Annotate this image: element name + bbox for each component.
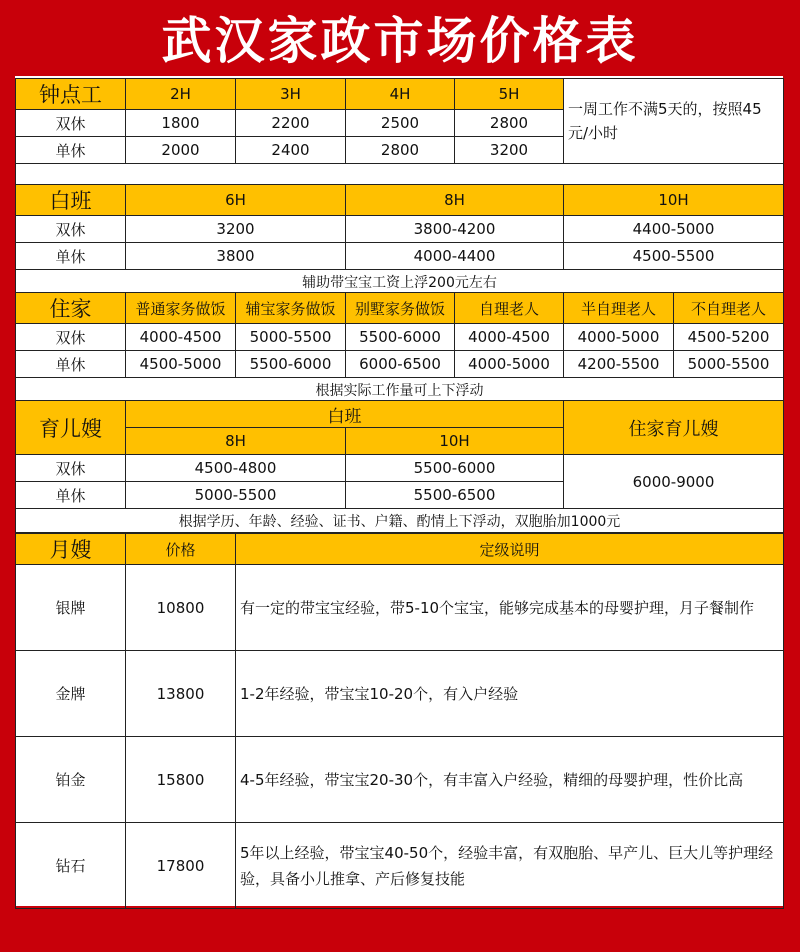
nanny-col-8h: 8H	[126, 428, 346, 455]
nanny-col-10h: 10H	[346, 428, 564, 455]
hourly-col-3h: 3H	[236, 79, 346, 110]
table-cell: 5500-6000	[236, 351, 346, 378]
table-cell: 1800	[126, 110, 236, 137]
table-cell: 5年以上经验，带宝宝40-50个，经验丰富，有双胞胎、早产儿、巨大儿等护理经验，具备小儿推拿、产后修复技能	[236, 823, 784, 909]
live-in-note: 根据实际工作量可上下浮动	[16, 378, 784, 402]
table-cell: 4000-5000	[564, 324, 674, 351]
table-cell: 4000-5000	[455, 351, 564, 378]
table-cell: 6000-6500	[346, 351, 455, 378]
table-cell: 2200	[236, 110, 346, 137]
hourly-col-2h: 2H	[126, 79, 236, 110]
row-label: 单休	[16, 137, 126, 164]
table-cell: 10800	[126, 565, 236, 651]
table-cell: 4500-4800	[126, 455, 346, 482]
maternity-label: 月嫂	[16, 534, 126, 565]
nanny-live-in-value: 6000-9000	[564, 455, 784, 509]
live-in-label: 住家	[16, 293, 126, 324]
table-cell: 4500-5500	[564, 243, 784, 270]
page-title: 武汉家政市场价格表	[161, 12, 639, 70]
row-label: 单休	[16, 482, 126, 509]
hourly-col-4h: 4H	[346, 79, 455, 110]
row-label: 钻石	[16, 823, 126, 909]
row-label: 双休	[16, 455, 126, 482]
table-cell: 15800	[126, 737, 236, 823]
table-cell: 4000-4400	[346, 243, 564, 270]
table-cell: 2000	[126, 137, 236, 164]
day-shift-note: 辅助带宝宝工资上浮200元左右	[16, 270, 784, 294]
nanny-note: 根据学历、年龄、经验、证书、户籍、酌情上下浮动，双胞胎加1000元	[16, 509, 784, 533]
row-label: 单休	[16, 351, 126, 378]
day-shift-label: 白班	[16, 185, 126, 216]
table-cell: 4500-5200	[674, 324, 784, 351]
section-day-shift	[15, 184, 783, 294]
table-cell: 5500-6500	[346, 482, 564, 509]
table-cell: 5500-6000	[346, 455, 564, 482]
table-cell: 4000-4500	[455, 324, 564, 351]
section-nanny	[15, 400, 783, 533]
row-label: 铂金	[16, 737, 126, 823]
live-in-col-non-self-care-elder: 不自理老人	[674, 293, 784, 324]
table-cell: 4500-5000	[126, 351, 236, 378]
maternity-col-description: 定级说明	[236, 534, 784, 565]
table-cell: 4-5年经验，带宝宝20-30个，有丰富入户经验，精细的母婴护理，性价比高	[236, 737, 784, 823]
table-cell: 5000-5500	[236, 324, 346, 351]
table-cell: 2400	[236, 137, 346, 164]
table-cell: 1-2年经验，带宝宝10-20个，有入户经验	[236, 651, 784, 737]
live-in-col-housework: 普通家务做饭	[126, 293, 236, 324]
table-cell: 3800-4200	[346, 216, 564, 243]
row-label: 金牌	[16, 651, 126, 737]
maternity-col-price: 价格	[126, 534, 236, 565]
hourly-col-5h: 5H	[455, 79, 564, 110]
table-cell: 2500	[346, 110, 455, 137]
price-sheet	[15, 76, 783, 906]
row-label: 单休	[16, 243, 126, 270]
table-cell: 3200	[455, 137, 564, 164]
section-live-in	[15, 292, 783, 402]
table-cell: 13800	[126, 651, 236, 737]
table-cell: 2800	[455, 110, 564, 137]
live-in-col-self-care-elder: 自理老人	[455, 293, 564, 324]
table-cell: 5000-5500	[674, 351, 784, 378]
nanny-label: 育儿嫂	[16, 401, 126, 455]
day-shift-col-10h: 10H	[564, 185, 784, 216]
hourly-side-note: 一周工作不满5天的，按照45元/小时	[564, 79, 784, 164]
table-cell: 4000-4500	[126, 324, 236, 351]
table-cell: 17800	[126, 823, 236, 909]
nanny-live-in-header: 住家育儿嫂	[564, 401, 784, 455]
hourly-label: 钟点工	[16, 79, 126, 110]
table-cell: 5500-6000	[346, 324, 455, 351]
live-in-col-villa: 别墅家务做饭	[346, 293, 455, 324]
live-in-col-baby-assist: 辅宝家务做饭	[236, 293, 346, 324]
row-label: 双休	[16, 324, 126, 351]
row-label: 银牌	[16, 565, 126, 651]
table-cell: 2800	[346, 137, 455, 164]
live-in-col-semi-self-care-elder: 半自理老人	[564, 293, 674, 324]
table-cell: 4200-5500	[564, 351, 674, 378]
table-cell: 3200	[126, 216, 346, 243]
table-cell: 3800	[126, 243, 346, 270]
day-shift-col-8h: 8H	[346, 185, 564, 216]
table-cell: 有一定的带宝宝经验，带5-10个宝宝，能够完成基本的母婴护理，月子餐制作	[236, 565, 784, 651]
day-shift-col-6h: 6H	[126, 185, 346, 216]
row-label: 双休	[16, 216, 126, 243]
section-hourly	[15, 78, 783, 190]
nanny-day-shift-header: 白班	[126, 401, 564, 428]
section-maternity	[15, 533, 783, 909]
table-cell: 5000-5500	[126, 482, 346, 509]
row-label: 双休	[16, 110, 126, 137]
table-cell: 4400-5000	[564, 216, 784, 243]
